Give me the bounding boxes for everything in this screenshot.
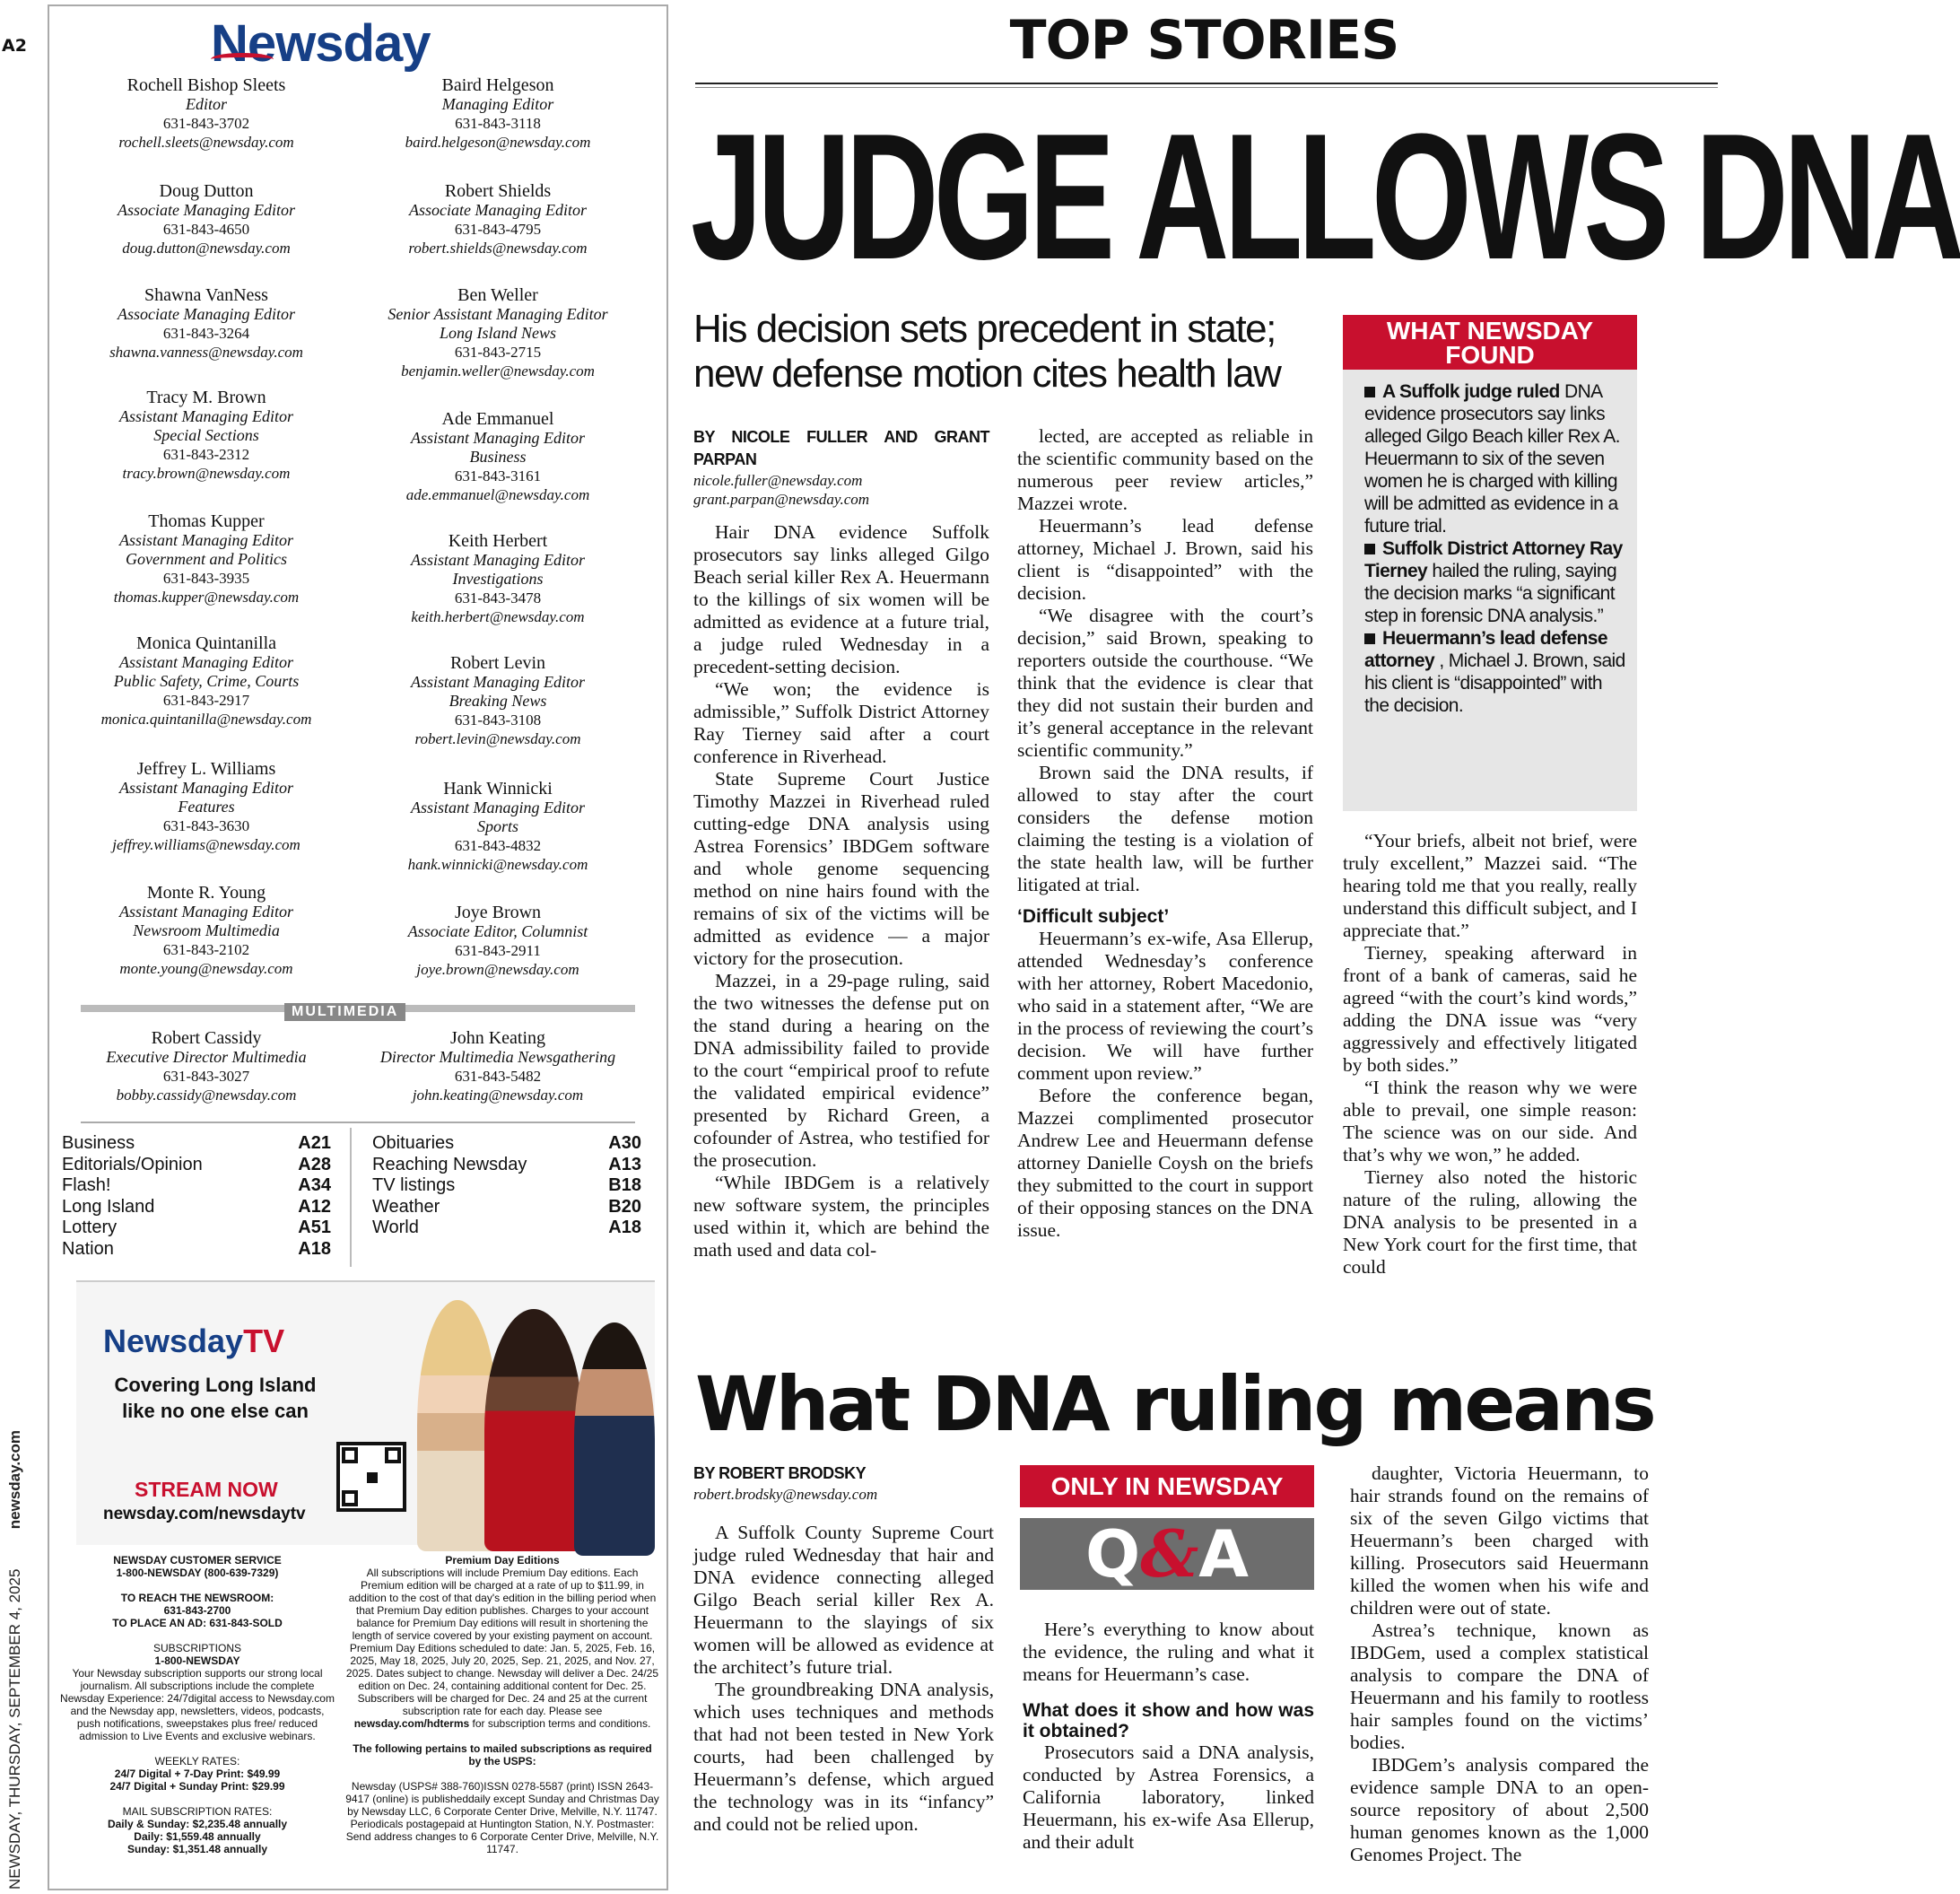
staff-directory: [48, 4, 668, 1890]
staff-name: Shawna VanNess: [144, 285, 268, 305]
paragraph: “While IBDGem is a relatively new software system, the principles used within it, which are behind the math used and data col-: [693, 1172, 989, 1261]
story2-column-2: [1023, 1619, 1314, 1854]
index-page: A34: [298, 1175, 331, 1195]
story2-intro: Here’s everything to know about the evidence, the ruling and what it means for Heuermann’s case.: [1023, 1619, 1314, 1685]
index-section: Business: [62, 1133, 135, 1153]
index-page: A13: [608, 1154, 641, 1174]
story1-column-3: [1343, 830, 1637, 1279]
paragraph: Before the conference began, Mazzei complimented prosecutor Andrew Lee and Heuermann defense attorney Danielle Coysh on the briefs they submitted to the court in support of their opposing stances on the DNA issue.: [1017, 1085, 1313, 1241]
staff-phone: 631-843-2312: [162, 446, 250, 463]
usps-statement: Newsday (USPS# 388-760)ISSN 0278-5587 (print) ISSN 2643-9417 (online) is publisheddaily except Sunday and Christmas Day by Newsday LLC, 6 Corporate Center Drive, Melville, N.Y. 11747. Periodicals postagepaid at Huntington Station, N.Y. Postmaster: Send address changes to 6 Corporate Center Drive, Melville, N.Y. 11747.: [345, 1780, 659, 1855]
only-in-newsday-badge: ONLY IN NEWSDAY: [1020, 1465, 1314, 1507]
wnf-item-text: DNA evidence prosecutors say links alleged Gilgo Beach killer Rex A. Heuermann to six of the seven women he is charged with killing will be admitted as evidence in a future trial.: [1364, 381, 1620, 537]
staff-email[interactable]: joye.brown@newsday.com: [416, 961, 579, 978]
staff-entry: [63, 388, 350, 483]
staff-title: Features: [178, 798, 235, 816]
tv-logo-main: Newsday: [103, 1322, 244, 1359]
index-row[interactable]: [372, 1133, 641, 1155]
staff-email[interactable]: tracy.brown@newsday.com: [122, 465, 291, 482]
weekly-rate-2: 24/7 Digital + Sunday Print: $29.99: [109, 1780, 285, 1793]
wnf-list: [1343, 370, 1637, 717]
story2-question: What does it show and how was it obtained?: [1023, 1700, 1314, 1741]
staff-title: Government and Politics: [126, 550, 287, 568]
story2-email[interactable]: robert.brodsky@newsday.com: [693, 1486, 878, 1503]
staff-email[interactable]: rochell.sleets@newsday.com: [118, 134, 294, 151]
staff-name: John Keating: [449, 1028, 546, 1048]
story2-byline: BY ROBERT BRODSKY: [693, 1464, 867, 1482]
index-section: Flash!: [62, 1175, 111, 1195]
paragraph: Astrea’s technique, known as IBDGem, used a complex statistical analysis to compare the DNA of Heuermann and his family to rootless hair samples found on the victims’ bodies.: [1350, 1619, 1649, 1753]
premium-title: Premium Day Editions: [445, 1554, 560, 1567]
staff-title: Assistant Managing Editor: [410, 551, 585, 569]
mail-label: MAIL SUBSCRIPTION RATES:: [122, 1805, 273, 1818]
story1-column-2: [1017, 425, 1313, 1242]
paragraph: The groundbreaking DNA analysis, which uses techniques and methods that had not been tested in New York courts, had been challenged by Heuermann’s defense, which argued the technology was in its “infancy” and could not be relied upon.: [693, 1679, 994, 1835]
staff-name: Keith Herbert: [448, 531, 548, 551]
staff-entry: [354, 532, 641, 626]
staff-entry: [354, 286, 641, 380]
staff-title: Assistant Managing Editor: [118, 903, 293, 921]
index-page: A18: [608, 1218, 641, 1237]
index-page: A51: [298, 1218, 331, 1237]
index-row[interactable]: [62, 1155, 331, 1176]
staff-entry: [354, 903, 641, 979]
staff-phone: 631-843-3702: [162, 115, 250, 132]
paragraph: daughter, Victoria Heuermann, to hair strands found on the remains of six of the seven Gilgo victims that Heuermann’s been charged with killing. Prosecutors said Heuermann killed the women when his wife and children were out of state.: [1350, 1462, 1649, 1619]
side-dateline: [0, 1427, 27, 1893]
index-rule: [81, 1122, 635, 1123]
staff-entry: [63, 760, 350, 854]
staff-name: Monte R. Young: [146, 883, 266, 903]
story2-col1-text: [693, 1522, 994, 1836]
index-section: Reaching Newsday: [372, 1154, 527, 1174]
qa-amp: &: [1140, 1515, 1199, 1592]
story2-answer: Prosecutors said a DNA analysis, conducted by Astrea Forensics, a California laboratory, linked Heuermann, his ex-wife Asa Ellerup, and their adult: [1023, 1741, 1314, 1853]
staff-phone: 631-843-3108: [454, 711, 542, 729]
index-page: A28: [298, 1154, 331, 1174]
staff-phone: 631-843-4832: [454, 837, 542, 854]
staff-email[interactable]: ade.emmanuel@newsday.com: [405, 486, 590, 503]
bullet-square-icon: [1364, 387, 1375, 397]
staff-entry: [63, 76, 350, 152]
staff-name: Jeffrey L. Williams: [136, 759, 276, 779]
staff-entry: [354, 182, 641, 257]
index-section: Obituaries: [372, 1133, 455, 1153]
staff-email[interactable]: robert.shields@newsday.com: [408, 240, 588, 257]
staff-phone: 631-843-3161: [454, 467, 542, 484]
logo-text: Newsday: [211, 14, 431, 73]
dateline-text: NEWSDAY, THURSDAY, SEPTEMBER 4, 2025: [6, 1568, 23, 1890]
customer-service-block: [58, 1554, 336, 1855]
paragraph: “We won; the evidence is admissible,” Suffolk District Attorney Ray Tierney said after a court conference in Riverhead.: [693, 678, 989, 767]
staff-title: Breaking News: [449, 692, 547, 710]
staff-title: Sports: [476, 817, 518, 835]
staff-email[interactable]: bobby.cassidy@newsday.com: [116, 1087, 297, 1104]
staff-email[interactable]: hank.winnicki@newsday.com: [407, 856, 588, 873]
paragraph: Tierney, speaking afterward in front of a bank of cameras, said he agreed “with the court’s kind words,” adding the DNA issue was “very aggressively and effectively litigated by both sides.”: [1343, 942, 1637, 1076]
weekly-rate-1: 24/7 Digital + 7-Day Print: $49.99: [114, 1767, 281, 1780]
wnf-item-text: , Michael J. Brown, said his client is “disappointed” with the decision.: [1364, 650, 1625, 716]
staff-name: Ben Weller: [457, 285, 538, 305]
staff-email[interactable]: benjamin.weller@newsday.com: [401, 362, 595, 380]
index-row[interactable]: [372, 1197, 641, 1218]
wnf-item-lead: Heuermann’s lead defense attorney: [1364, 628, 1607, 671]
staff-name: Thomas Kupper: [148, 511, 265, 531]
staff-title: Business: [469, 448, 527, 466]
tv-url[interactable]: newsday.com/newsdaytv: [103, 1505, 306, 1523]
story2-headline: What DNA ruling means: [695, 1360, 1654, 1448]
index-section: TV listings: [372, 1175, 456, 1195]
wnf-item-text: hailed the ruling, saying the decision marks “a significant step in forensic DNA analysis.”: [1364, 561, 1617, 626]
staff-title: Long Island News: [439, 324, 557, 342]
staff-title: Assistant Managing Editor: [410, 799, 585, 816]
index-section: Lottery: [62, 1218, 118, 1237]
staff-entry: [63, 286, 350, 362]
paragraph: Mazzei, in a 29-page ruling, said the two witnesses the defense put on the stand during a hearing on the DNA admissibility failed to provide to the court “empirical proof to refute the validated empirical evidence” presented by Richard Green, a cofounder of Astrea, who testified for the prosecution.: [693, 970, 989, 1171]
staff-title: Assistant Managing Editor: [118, 653, 293, 671]
newsday-logo: [211, 13, 498, 74]
weekly-label: WEEKLY RATES:: [154, 1755, 240, 1767]
staff-title: Executive Director Multimedia: [106, 1048, 307, 1066]
paragraph: lected, are accepted as reliable in the scientific community based on the numerous peer review articles,” Mazzei wrote.: [1017, 425, 1313, 514]
index-row[interactable]: [62, 1133, 331, 1155]
staff-phone: 631-843-2917: [162, 692, 250, 709]
index-page: A30: [608, 1133, 641, 1153]
staff-title: Managing Editor: [441, 95, 554, 113]
staff-email[interactable]: thomas.kupper@newsday.com: [113, 589, 300, 606]
staff-title: Associate Managing Editor: [409, 201, 587, 219]
bullet-square-icon: [1364, 544, 1375, 554]
staff-name: Doug Dutton: [159, 181, 254, 201]
staff-email[interactable]: john.keating@newsday.com: [412, 1087, 584, 1104]
staff-name: Rochell Bishop Sleets: [126, 75, 286, 95]
newsday-tv-logo: [103, 1322, 284, 1360]
newsday-tv-ad[interactable]: [76, 1280, 655, 1545]
staff-phone: 631-843-4795: [454, 221, 542, 238]
site-url-side: newsday.com: [6, 1430, 23, 1530]
staff-name: Monica Quintanilla: [135, 633, 277, 653]
staff-phone: 631-843-5482: [454, 1068, 542, 1085]
story1-col2-text: [1017, 425, 1313, 896]
header-rule-2: [695, 87, 1718, 88]
mail-rate-1: Daily & Sunday: $2,235.48 annually: [107, 1818, 288, 1830]
index-row[interactable]: [372, 1175, 641, 1197]
staff-title: Editor: [185, 95, 227, 113]
staff-title: Senior Assistant Managing Editor: [388, 305, 608, 323]
index-page: A18: [298, 1238, 331, 1259]
story1-col1-text: [693, 521, 989, 1261]
staff-name: Tracy M. Brown: [146, 388, 266, 407]
index-page: B18: [608, 1175, 641, 1195]
subs-label: SUBSCRIPTIONS: [152, 1642, 241, 1654]
story2-column-3: [1350, 1462, 1649, 1866]
cs-title: NEWSDAY CUSTOMER SERVICE: [113, 1554, 282, 1567]
paragraph: Tierney also noted the historic nature of the ruling, allowing the DNA analysis to be presented in a New York court for the first time, that could: [1343, 1166, 1637, 1278]
tv-logo-tv: TV: [243, 1322, 285, 1359]
staff-entry: [63, 884, 350, 978]
qa-a: A: [1198, 1516, 1249, 1592]
staff-phone: 631-843-3264: [162, 325, 250, 342]
index-row[interactable]: [62, 1175, 331, 1197]
staff-name: Robert Levin: [449, 653, 546, 673]
paragraph: “We disagree with the court’s decision,” said Brown, speaking to reporters outside the courthouse. “We think that the evidence is clear that they did not sustain their burden and it’s general acceptance in the relevant scientific community.”: [1017, 605, 1313, 761]
wnf-title: WHAT NEWSDAY FOUND: [1343, 315, 1637, 370]
staff-title: Public Safety, Crime, Courts: [113, 672, 300, 690]
paragraph: A Suffolk County Supreme Court judge ruled Wednesday that hair and DNA evidence connecting alleged Gilgo Beach serial killer Rex A. Heuermann to the slayings of six women will be allowed as evidence at the architect’s future trial.: [693, 1522, 994, 1678]
staff-phone: 631-843-3478: [454, 589, 542, 607]
staff-name: Joye Brown: [454, 903, 542, 922]
wnf-item: [1364, 537, 1628, 627]
premium-editions-block: [345, 1554, 659, 1855]
staff-email[interactable]: monte.young@newsday.com: [119, 960, 293, 977]
header-rule-1: [695, 83, 1718, 84]
qr-code[interactable]: [336, 1442, 406, 1512]
index-right: [372, 1133, 641, 1239]
staff-phone: 631-843-3630: [162, 817, 250, 834]
staff-name: Robert Shields: [444, 181, 552, 201]
paragraph: Hair DNA evidence Suffolk prosecutors say links alleged Gilgo Beach serial killer Rex A. Heuermann to the killings of six women will be admitted as evidence at a future trial, a judge ruled Wednesday in a precedent-setting decision.: [693, 521, 989, 677]
staff-entry: [354, 780, 641, 874]
index-row[interactable]: [372, 1218, 641, 1239]
staff-title: Associate Editor, Columnist: [407, 922, 588, 940]
index-row[interactable]: [372, 1155, 641, 1176]
paragraph: “Your briefs, albeit not brief, were truly excellent,” Mazzei said. “The hearing told me that you really, really understand this difficult subject, and I appreciate that.”: [1343, 830, 1637, 941]
paragraph: State Supreme Court Justice Timothy Mazzei in Riverhead ruled cutting-edge DNA analysis using Astrea Forensics’ IBDGem software and whole genome sequencing method on nine hairs found with the remains of six of the victims will be admitted as evidence — a major victory for the prosecution.: [693, 768, 989, 969]
story2-col3-text: [1350, 1462, 1649, 1866]
wnf-item-lead: Suffolk District Attorney Ray Tierney: [1364, 538, 1623, 581]
what-newsday-found-box: [1343, 315, 1637, 811]
mail-rate-2: Daily: $1,559.48 annually: [134, 1830, 261, 1843]
qa-badge: [1020, 1515, 1314, 1592]
staff-title: Assistant Managing Editor: [118, 407, 293, 425]
index-page: B20: [608, 1196, 641, 1217]
staff-name: Robert Cassidy: [151, 1028, 262, 1048]
index-section: Editorials/Opinion: [62, 1154, 203, 1174]
staff-name: Baird Helgeson: [441, 75, 554, 95]
story1-subhead: ‘Difficult subject’: [1017, 906, 1170, 927]
index-section: Long Island: [62, 1196, 155, 1217]
story1-byline: BY NICOLE FULLER AND GRANT PARPAN: [693, 428, 989, 468]
staff-phone: 631-843-2911: [455, 942, 541, 959]
multimedia-entry: [354, 1029, 641, 1104]
staff-entry: [354, 654, 641, 748]
paragraph: Brown said the DNA results, if allowed to stay after the court considers the defense motion claiming the testing is a violation of the state health law, will be further litigated at trial.: [1017, 762, 1313, 895]
newsroom-phone: 631-843-2700: [163, 1604, 231, 1617]
stream-now-label[interactable]: STREAM NOW: [135, 1478, 278, 1501]
story2-column-1: [693, 1462, 994, 1836]
index-page: A12: [298, 1196, 331, 1217]
index-left: [62, 1133, 331, 1260]
staff-phone: 631-843-2102: [162, 941, 250, 958]
page-number: A2: [2, 36, 27, 56]
staff-title: Associate Managing Editor: [118, 305, 295, 323]
tv-tagline: Covering Long Island like no one else can: [114, 1374, 317, 1422]
subs-text: Your Newsday subscription supports our strong local journalism. All subscriptions include the complete Newsday Experience: 24/7digital access to Newsday.com and the Newsday app, newsletters, videos, podcasts, push notifications, sweepstakes plus free/ reduced admission to Live Events and exclusive webinars.: [60, 1667, 335, 1742]
paragraph: Heuermann’s lead defense attorney, Michael J. Brown, said his client is “disappointed” with the decision.: [1017, 515, 1313, 604]
paragraph: “I think the reason why we were able to prevail, one simple reason: The science was on our side. And that’s why we won,” he added.: [1343, 1077, 1637, 1165]
index-row[interactable]: [62, 1197, 331, 1218]
staff-email[interactable]: monica.quintanilla@newsday.com: [100, 711, 312, 728]
staff-entry: [63, 182, 350, 257]
staff-phone: 631-843-3027: [162, 1068, 250, 1085]
staff-phone: 631-843-3935: [162, 570, 250, 587]
anchor-photo-3: [574, 1322, 655, 1556]
staff-title: Investigations: [452, 570, 544, 588]
ad-label: TO PLACE AN AD: 631-843-SOLD: [112, 1617, 283, 1629]
subs-phone: 1-800-NEWSDAY: [154, 1654, 240, 1667]
staff-email[interactable]: doug.dutton@newsday.com: [122, 240, 291, 257]
paragraph: Heuermann’s ex-wife, Asa Ellerup, attended Wednesday’s conference with her attorney, Robert Macedonio, who said in a statement after, “We are in the process of reviewing the court’s decision. We will have further comment upon review.”: [1017, 928, 1313, 1084]
index-section: Nation: [62, 1238, 114, 1259]
staff-email[interactable]: baird.helgeson@newsday.com: [405, 134, 591, 151]
staff-phone: 631-843-4650: [162, 221, 250, 238]
story1-col2b-text: [1017, 928, 1313, 1242]
staff-title: Assistant Managing Editor: [118, 779, 293, 797]
story1-column-1: [693, 426, 989, 1261]
staff-title: Newsroom Multimedia: [133, 921, 280, 939]
wnf-item-lead: A Suffolk judge ruled: [1382, 381, 1560, 402]
headline-deck: His decision sets precedent in state; new defense motion cites health law: [693, 307, 1281, 396]
premium-text: All subscriptions will include Premium Day editions. Each Premium edition will be charged at a rate of up to $11.99, in addition to the cost of that day's edition in the billing period when that Premium Day edition publishes. Charges to your account balance for Premium Day editions will result in shortening the length of service covered by your existing payment on account. Premium Day Editions scheduled to date: Jan. 5, 2025, Feb. 16, 2025, May 18, 2025, July 20, 2025, Sep. 21, 2025, and Nov. 27, 2025. Dates subject to change. Newsday will deliver a Dec. 24/25 edition on Dec. 24, containing additional content for Dec. 25. Subscribers will be charged for Dec. 24 and 25 at the current subscription rate for each day. Please see: [345, 1567, 659, 1717]
index-divider: [350, 1128, 352, 1267]
wnf-item: [1364, 627, 1628, 717]
staff-email[interactable]: keith.herbert@newsday.com: [411, 608, 585, 625]
staff-email[interactable]: shawna.vanness@newsday.com: [109, 344, 303, 361]
staff-entry: [354, 410, 641, 504]
mail-rate-3: Sunday: $1,351.48 annually: [126, 1843, 268, 1855]
staff-name: Ade Emmanuel: [441, 409, 554, 429]
staff-email[interactable]: jeffrey.williams@newsday.com: [112, 836, 301, 853]
premium-link[interactable]: newsday.com/hdterms: [353, 1717, 470, 1730]
staff-title: Assistant Managing Editor: [118, 531, 293, 549]
index-row[interactable]: [62, 1239, 331, 1261]
staff-title: Special Sections: [153, 426, 259, 444]
section-title: TOP STORIES: [1009, 9, 1399, 72]
staff-phone: 631-843-3118: [455, 115, 541, 132]
staff-entry: [354, 76, 641, 152]
staff-entry: [63, 512, 350, 607]
logo-swoosh: [211, 53, 274, 65]
multimedia-entry: [63, 1029, 350, 1104]
paragraph: IBDGem’s analysis compared the evidence sample DNA to an open-source repository of about 2,500 human genomes known as the 1,000 Genomes Project. The: [1350, 1754, 1649, 1865]
mail-notice-title: The following pertains to mailed subscriptions as required by the USPS:: [353, 1742, 652, 1767]
staff-title: Assistant Managing Editor: [410, 429, 585, 447]
index-page: A21: [298, 1133, 331, 1153]
staff-title: Director Multimedia Newsgathering: [379, 1048, 616, 1066]
staff-entry: [63, 634, 350, 729]
main-headline: JUDGE ALLOWS DNA: [691, 97, 1960, 297]
staff-title: Assistant Managing Editor: [410, 673, 585, 691]
wnf-item: [1364, 380, 1628, 537]
story1-email-1[interactable]: nicole.fuller@newsday.com: [693, 472, 863, 489]
staff-name: Hank Winnicki: [443, 779, 553, 799]
story1-col3-text: [1343, 830, 1637, 1279]
bullet-square-icon: [1364, 633, 1375, 644]
newsroom-label: TO REACH THE NEWSROOM:: [120, 1592, 274, 1604]
index-section: World: [372, 1218, 419, 1237]
anchor-photo-2: [484, 1309, 583, 1551]
staff-phone: 631-843-2715: [454, 344, 542, 361]
qa-q: Q: [1085, 1516, 1141, 1592]
multimedia-label: MULTIMEDIA: [284, 1003, 405, 1021]
staff-email[interactable]: robert.levin@newsday.com: [414, 730, 581, 747]
staff-title: Associate Managing Editor: [118, 201, 295, 219]
story1-email-2[interactable]: grant.parpan@newsday.com: [693, 491, 870, 508]
cs-phone: 1-800-NEWSDAY (800-639-7329): [116, 1567, 279, 1579]
index-section: Weather: [372, 1196, 440, 1217]
premium-text-2: for subscription terms and conditions.: [472, 1717, 651, 1730]
index-row[interactable]: [62, 1218, 331, 1239]
